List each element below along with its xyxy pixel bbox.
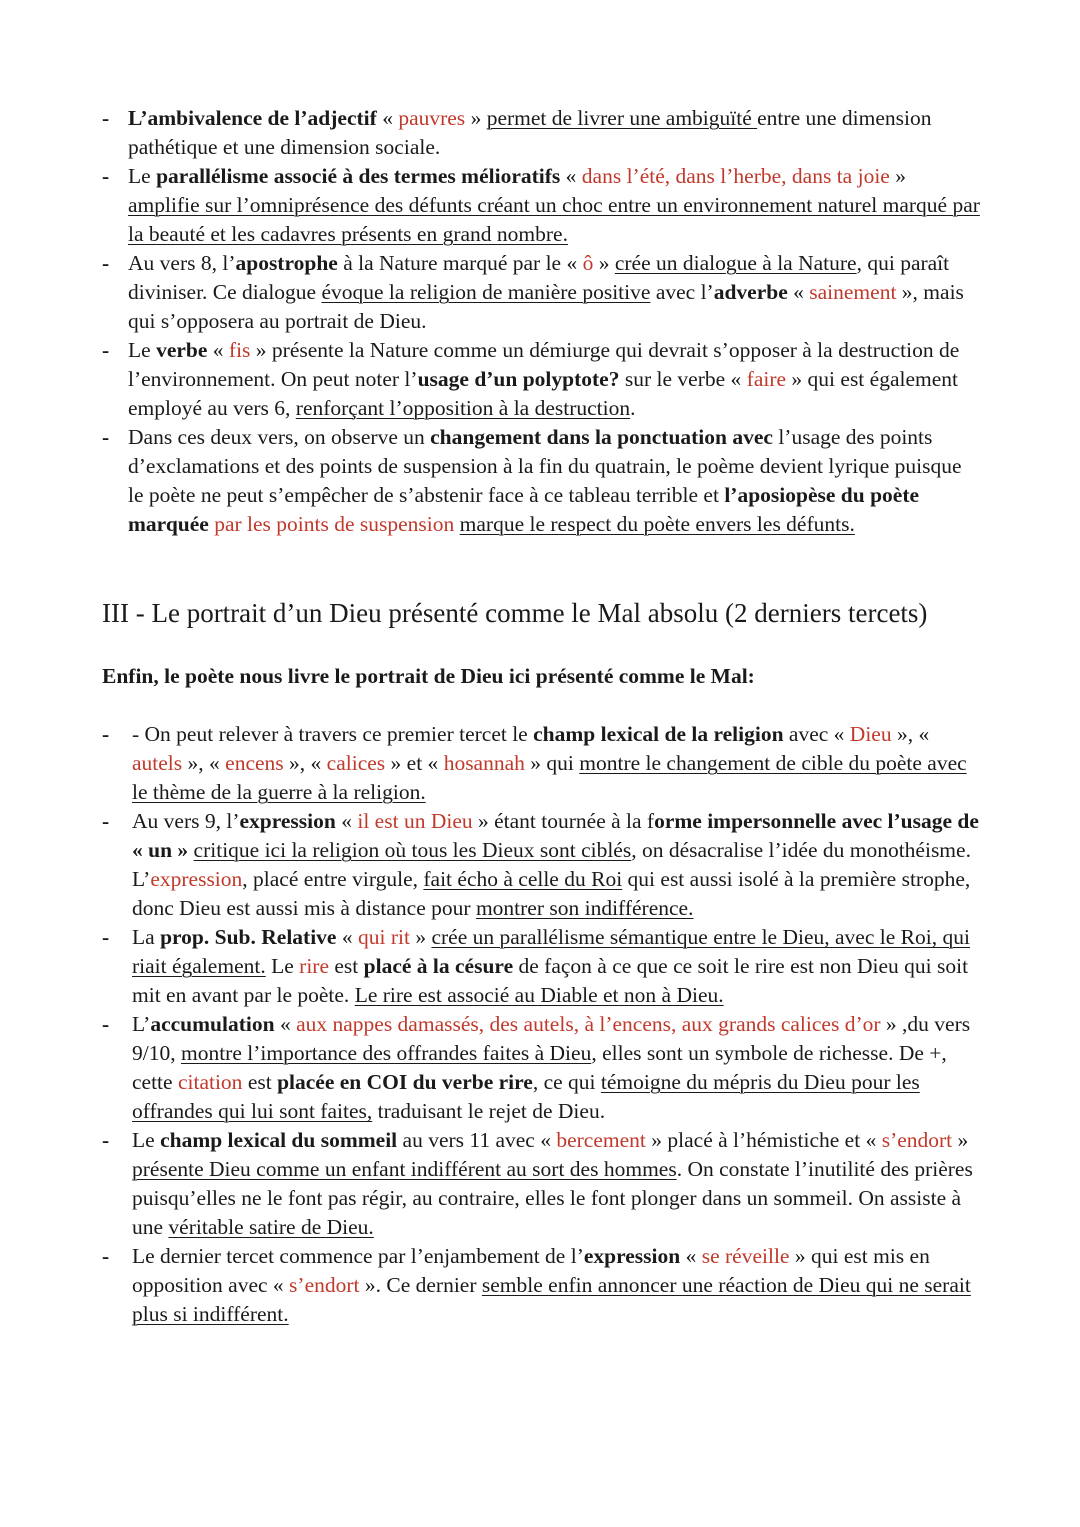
list-item [0,423,1080,539]
bold-term: expression [583,1244,681,1268]
text-segment: . [630,396,636,420]
quote-text: fis [228,338,251,362]
bold-term: parallélisme associé à des termes mélioratifs [156,164,561,188]
bullet-dash: - [102,425,110,449]
underlined-text: critique ici la religion où tous les Dieux sont ciblés [193,838,632,862]
quote-text: se réveille [701,1244,790,1268]
text-segment: est [242,1070,278,1094]
underlined-text: Le rire est associé au Diable et non à Dieu. [354,983,724,1007]
text-segment: , placé entre virgule, [242,867,424,891]
list-item [0,1010,1080,1126]
bold-term: champ lexical de la religion [533,722,784,746]
section-heading: III - Le portrait d’un Dieu présenté comme le Mal absolu (2 derniers tercets) [102,598,928,628]
text-segment: » qui est également employé au vers 6, [128,367,958,420]
underlined-text: crée un dialogue à la Nature [614,251,857,275]
quote-text: par les points de suspension [214,512,455,536]
text-segment: de façon à ce que ce soit le rire est non Dieu qui soit mit en avant par le poète. [132,954,969,1007]
text-segment: est [329,954,364,978]
text-segment: Le dernier tercet commence par l’enjambement de l’ [132,1244,584,1268]
quote-text: bercement [556,1128,646,1152]
text-segment: « [376,106,399,130]
text-segment: » qui [524,751,580,775]
text-segment: à la Nature marqué par le « [337,251,583,275]
list-item [0,807,1080,923]
text-segment: », « [283,751,327,775]
text-segment: « [335,809,358,833]
text-segment: » [889,164,906,188]
section-intro: Enfin, le poète nous livre le portrait de Dieu ici présenté comme le Mal: [102,664,755,688]
text-segment: qui est aussi isolé à la première strophe, donc Dieu est aussi mis à distance pour [132,867,971,920]
text-segment: , on désacralise l’idée du monothéisme. L’ [132,838,971,891]
text-segment: traduisant le rejet de Dieu. [372,1099,606,1123]
quote-text: s’endort [289,1273,360,1297]
bold-term: changement dans la ponctuation avec [430,425,773,449]
text-segment: » qui est mis en opposition avec « [132,1244,930,1297]
text-segment: » placé à l’hémistiche et « [645,1128,882,1152]
bullet-dash: - [102,1128,110,1152]
bold-term: l’aposiopèse du poète marquée [128,483,920,536]
text-segment: , ce qui [532,1070,601,1094]
quote-text: ô [582,251,594,275]
bold-term: orme impersonnelle avec l’usage de « un » [132,809,979,862]
bullet-dash: - [102,338,110,362]
quote-text: citation [177,1070,243,1094]
quote-text: hosannah [443,751,525,775]
bullet-dash: - [102,722,110,746]
text-segment: entre une dimension pathétique et une dimension sociale. [128,106,932,159]
underlined-text: amplifie sur l’omniprésence des défunts créant un choc entre un environnement naturel marqué par la beauté et les cadavres présents en grand nombre. [128,193,980,246]
underlined-text: présente Dieu comme un enfant indifférent au sort des hommes [132,1157,677,1181]
text-segment: Dans ces deux vers, on observe un [128,425,431,449]
text-segment: La [132,925,161,949]
list-item [0,249,1080,336]
quote-text: qui rit [357,925,410,949]
text-segment: au vers 11 avec « [397,1128,557,1152]
quote-text: pauvres [398,106,466,130]
text-segment: ». Ce dernier [359,1273,482,1297]
text-segment: - On peut relever à travers ce premier tercet le [132,722,534,746]
underlined-text: semble enfin annoncer une réaction de Dieu qui ne serait plus si indifférent. [132,1273,971,1326]
list-item [0,1126,1080,1242]
list-item [0,336,1080,423]
bold-term: champ lexical du sommeil [160,1128,398,1152]
underlined-text: montre l’importance des offrandes faites à Dieu [180,1041,592,1065]
quote-text: encens [225,751,284,775]
text-segment: , elles sont un symbole de richesse. De +, cette [132,1041,947,1094]
bold-term: L’ambivalence de l’adjectif [128,106,377,130]
underlined-text: renforçant l’opposition à la destruction [295,396,631,420]
bold-term: usage d’un polyptote? [417,367,620,391]
quote-text: rire [299,954,329,978]
underlined-text: évoque la religion de manière positive [321,280,651,304]
text-segment: L’ [132,1012,151,1036]
list-item [0,104,1080,162]
text-segment: Le [128,338,157,362]
bold-term: adverbe [713,280,788,304]
bullet-dash: - [102,809,110,833]
text-segment: » [952,1128,969,1152]
underlined-text: marque le respect du poète envers les défunts. [459,512,855,536]
text-segment: » [593,251,615,275]
bold-term: placée en COI du verbe rire [277,1070,533,1094]
list-item [0,720,1080,807]
quote-text: Dieu [849,722,892,746]
underlined-text: montrer son indifférence. [475,896,694,920]
text-segment: », mais qui s’opposera au portrait de Dieu. [128,280,964,333]
list-item [0,923,1080,1010]
text-segment: », « [891,722,930,746]
quote-text: aux nappes damassés, des autels, à l’encens, aux grands calices d’or [296,1012,881,1036]
text-segment: avec « [783,722,850,746]
bullet-dash: - [102,1012,110,1036]
text-segment: » présente la Nature comme un démiurge qui devrait s’opposer à la destruction de l’environnement. On peut noter l’ [128,338,960,391]
bold-term: apostrophe [235,251,338,275]
text-segment: Au vers 8, l’ [128,251,236,275]
underlined-text: permet de livrer une ambiguïté [486,106,758,130]
quote-text: expression [150,867,243,891]
text-segment: » ,du vers 9/10, [132,1012,971,1065]
bullet-dash: - [102,1244,110,1268]
underlined-text: fait écho à celle du Roi [423,867,623,891]
quote-text: il est un Dieu [357,809,473,833]
quote-text: sainement [809,280,897,304]
text-segment: Le [265,954,300,978]
text-segment: » [465,106,487,130]
text-segment: l’usage des points d’exclamations et des points de suspension à la fin du quatrain, le poème devient lyrique puisque le poète ne peut s’empêcher de s’abstenir face à ce tableau terrible et [128,425,962,507]
text-segment: sur le verbe « [619,367,747,391]
text-segment: , qui paraît diviniser. Ce dialogue [128,251,950,304]
text-segment: », « [182,751,226,775]
analysis-list-part-2 [0,104,1080,539]
text-segment: « [207,338,229,362]
text-segment: » étant tournée à la f [472,809,655,833]
quote-text: dans l’été, dans l’herbe, dans ta joie [581,164,890,188]
underlined-text: véritable satire de Dieu. [168,1215,374,1239]
bullet-dash: - [102,251,110,275]
analysis-list-part-3 [0,720,1080,1329]
text-segment: « [560,164,582,188]
bullet-dash: - [102,925,110,949]
text-segment: « [680,1244,702,1268]
text-segment: . On constate l’inutilité des prières puisqu’elles ne le font pas régir, au contraire, elles le font plonger dans un sommeil. On assiste à une [132,1157,973,1239]
bold-term: prop. Sub. Relative [160,925,337,949]
bold-term: placé à la césure [363,954,514,978]
quote-text: autels [132,751,183,775]
underlined-text: crée un parallélisme sémantique entre le Dieu, avec le Roi, qui riait également. [132,925,970,978]
list-item [0,1242,1080,1329]
bold-term: verbe [156,338,208,362]
text-segment: Le [128,164,157,188]
list-item [0,162,1080,249]
text-segment: » et « [385,751,444,775]
text-segment: « [787,280,810,304]
quote-text: calices [326,751,386,775]
underlined-text: montre le changement de cible du poète avec le thème de la guerre à la religion. [132,751,967,804]
text-segment: Au vers 9, l’ [132,809,240,833]
text-segment: » [409,925,432,949]
bold-term: expression [239,809,336,833]
bullet-dash: - [102,164,110,188]
bullet-dash: - [102,106,110,130]
bold-term: accumulation [150,1012,275,1036]
underlined-text: témoigne du mépris du Dieu pour les offrandes qui lui sont faites, [132,1070,920,1123]
quote-text: faire [746,367,787,391]
text-segment: « [274,1012,297,1036]
text-segment: « [336,925,358,949]
text-segment: Le [132,1128,161,1152]
text-segment: avec l’ [650,280,714,304]
quote-text: s’endort [881,1128,953,1152]
